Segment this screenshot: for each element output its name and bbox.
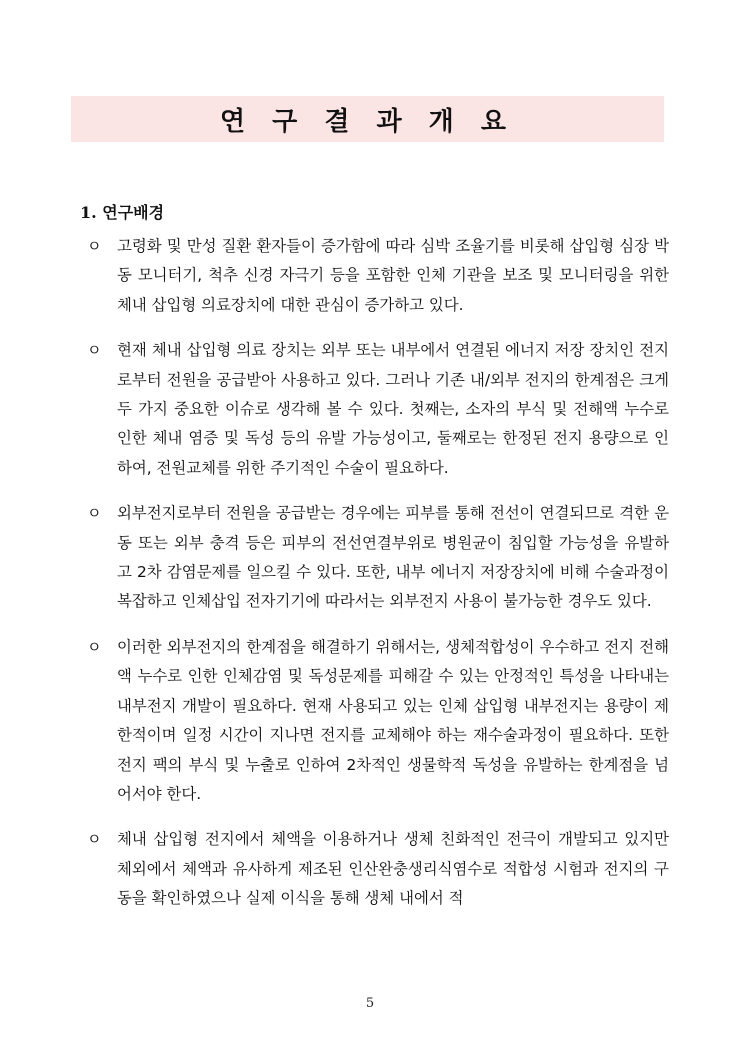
page-number: 5 xyxy=(365,996,375,1011)
page-title: 연 구 결 과 개 요 xyxy=(220,106,515,137)
bullet-marker: ㅇ xyxy=(87,237,102,255)
bullet-marker: ㅇ xyxy=(87,341,102,360)
bullet-item xyxy=(87,336,669,483)
bullet-item xyxy=(87,825,669,913)
bullet-item xyxy=(87,232,669,320)
bullet-text: 이러한 외부전지의 한계점을 해결하기 위해서는, 생체적합성이 우수하고 전지 전해액 누수로 인한 인체감염 및 독성문제를 피해갈 수 있는 안정적인 특성을 나타내는 내부전지 개발이 필요하다. 현재 사용되고 있는 인체 삽입형 내부전지는 용량이 제한적이며 일정 시간이 지나면 전지를 교체해야 하는 재수술과정이 필요하다. 또한 전지 팩의 부식 및 누출로 인하여 2차적인 생물학적 독성을 유발하는 한계점을 넘어서야 한다. xyxy=(117,637,669,803)
bullet-item xyxy=(87,633,669,809)
section-heading: 1. 연구배경 xyxy=(80,203,165,222)
bullet-text: 현재 체내 삽입형 의료 장치는 외부 또는 내부에서 연결된 에너지 저장 장치인 전지로부터 전원을 공급받아 사용하고 있다. 그러나 기존 내/외부 전지의 한계점은 크게 두 가지 중요한 이슈로 생각해 볼 수 있다. 첫째는, 소자의 부식 및 전해액 누수로 인한 체내 염증 및 독성 등의 유발 가능성이고, 둘째로는 한정된 전지 용량으로 인하여, 전원교체를 위한 주기적인 수술이 필요하다. xyxy=(117,341,669,477)
bullet-item xyxy=(87,499,669,617)
bullet-marker: ㅇ xyxy=(87,637,102,656)
bullet-text: 체내 삽입형 전지에서 체액을 이용하거나 생체 친화적인 전극이 개발되고 있지만 체외에서 체액과 유사하게 제조된 인산완충생리식염수로 적합성 시험과 전지의 구동을 확인하였으나 실제 이식을 통해 생체 내에서 적 xyxy=(117,830,669,908)
bullet-marker: ㅇ xyxy=(87,504,102,523)
bullet-marker: ㅇ xyxy=(87,830,102,849)
title-banner xyxy=(71,96,664,142)
bullet-list xyxy=(87,232,669,930)
bullet-text: 외부전지로부터 전원을 공급받는 경우에는 피부를 통해 전선이 연결되므로 격한 운동 또는 외부 충격 등은 피부의 전선연결부위로 병원균이 침입할 가능성을 유발하고 2차 감염문제를 일으킬 수 있다. 또한, 내부 에너지 저장장치에 비해 수술과정이 복잡하고 인체삽입 전자기기에 따라서는 외부전지 사용이 불가능한 경우도 있다. xyxy=(117,504,669,611)
bullet-text: 고령화 및 만성 질환 환자들이 증가함에 따라 심박 조율기를 비롯해 삽입형 심장 박동 모니터기, 척추 신경 자극기 등을 포함한 인체 기관을 보조 및 모니터링을 위한 체내 삽입형 의료장치에 대한 관심이 증가하고 있다. xyxy=(117,237,669,314)
